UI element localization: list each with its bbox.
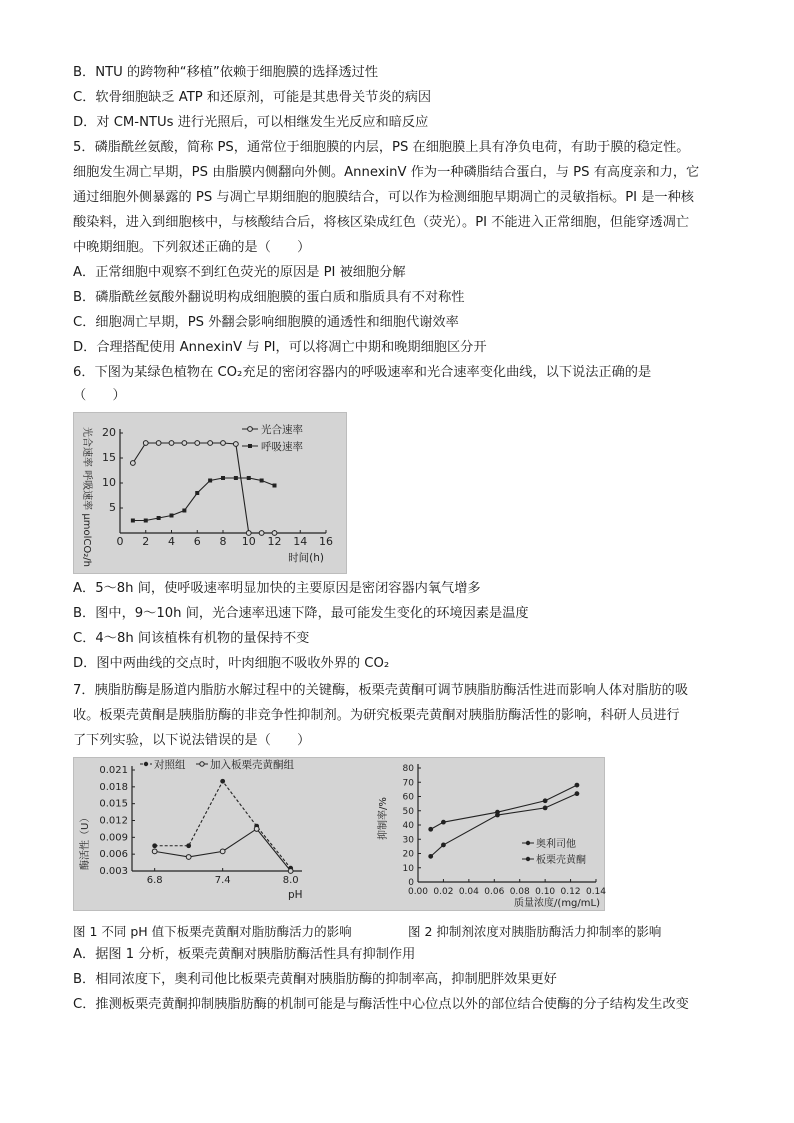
figure-q7 [73, 757, 605, 911]
data-point [143, 441, 148, 446]
legend-label: 加入板栗壳黄酮组 [210, 759, 294, 771]
data-point [543, 806, 548, 811]
x-tick-label: 8 [219, 535, 227, 548]
data-point [130, 461, 135, 466]
legend-label: 光合速率 [261, 424, 303, 436]
question-5-stem: 5．磷脂酰丝氨酸，简称 PS，通常位于细胞膜的内层，PS 在细胞膜上具有净负电荷，有助于膜的稳定性。 [73, 140, 690, 155]
y-tick-label: 0.006 [99, 849, 128, 861]
x-tick-label: 4 [168, 535, 175, 548]
question-7-option-c: C．推测板栗壳黄酮抑制胰脂肪酶的机制可能是与酶活性中心位点以外的部位结合使酶的分子结构发生改变 [73, 997, 689, 1012]
y-tick-label: 70 [402, 778, 414, 789]
legend-label: 板栗壳黄酮 [536, 855, 586, 866]
x-tick-label: 0 [116, 535, 124, 548]
legend-marker [526, 857, 530, 861]
chart-inhibition-rate [374, 758, 607, 910]
data-point [288, 869, 293, 874]
data-point [254, 827, 259, 832]
data-point [272, 531, 277, 536]
question-7-stem: 7．胰脂肪酶是肠道内脂肪水解过程中的关键酶，板栗壳黄酮可调节胰脂肪酶活性进而影响人体对脂肪的吸 [73, 683, 689, 698]
x-tick-label: 7.4 [214, 875, 231, 886]
data-point [208, 441, 213, 446]
y-tick-label: 20 [102, 426, 116, 439]
option-b-ntu: B．NTU 的跨物种“移植”依赖于细胞膜的选择透过性 [73, 65, 379, 80]
y-tick-label: 0.015 [99, 798, 128, 810]
question-7-option-a: A．据图 1 分析，板栗壳黄酮对胰脂肪酶活性具有抑制作用 [73, 947, 416, 962]
data-point [246, 531, 251, 536]
y-tick-label: 0.009 [99, 832, 128, 844]
y-tick-label: 60 [402, 792, 414, 803]
data-point [221, 441, 226, 446]
y-tick-label: 15 [102, 451, 116, 464]
data-point [495, 813, 500, 818]
data-point [575, 783, 580, 788]
data-point [233, 442, 238, 447]
x-tick-label: 0.04 [458, 887, 479, 897]
option-c-atp: C．软骨细胞缺乏 ATP 和还原剂，可能是其患骨关节炎的病因 [73, 90, 432, 105]
data-point [186, 843, 191, 848]
data-point [441, 843, 446, 848]
x-tick-label: 16 [319, 535, 333, 548]
data-point [220, 779, 225, 784]
data-point [208, 479, 212, 483]
question-7-stem: 了下列实验，以下说法错误的是（ ） [73, 733, 311, 748]
data-point [170, 514, 174, 518]
data-point [157, 516, 161, 520]
figure-1-caption: 图 1 不同 pH 值下板栗壳黄酮对脂肪酶活力的影响 [73, 924, 352, 939]
question-5-stem: 通过细胞外侧暴露的 PS 与凋亡早期细胞的胞膜结合，可以作为检测细胞早期凋亡的灵敏指标。PI 是一种核 [73, 190, 694, 205]
series-line [133, 478, 275, 521]
y-tick-label: 0.012 [99, 815, 128, 827]
data-point [441, 820, 446, 825]
x-tick-label: 6.8 [146, 875, 163, 886]
y-tick-label: 80 [402, 764, 414, 774]
legend-marker [526, 841, 530, 845]
data-point [195, 441, 200, 446]
option-d-light: D．对 CM-NTUs 进行光照后，可以相继发生光反应和暗反应 [73, 115, 429, 130]
question-5-option-d: D．合理搭配使用 AnnexinV 与 PI，可以将凋亡中期和晚期细胞区分开 [73, 340, 487, 355]
question-5-stem: 细胞发生凋亡早期，PS 由脂膜内侧翻向外侧。AnnexinV 作为一种磷脂结合蛋白，与 PS 有高度亲和力，它 [73, 165, 700, 180]
data-point [169, 441, 174, 446]
question-5-stem: 中晚期细胞。下列叙述正确的是（ ） [73, 240, 311, 255]
series-line [133, 443, 275, 533]
series-line [431, 785, 577, 829]
y-tick-label: 0.021 [99, 765, 128, 776]
y-tick-label: 20 [402, 849, 414, 860]
figure-q6-rates [73, 412, 347, 574]
data-point [152, 849, 157, 854]
data-point [260, 479, 264, 483]
question-6-stem: 6．下图为某绿色植物在 CO₂充足的密闭容器内的呼吸速率和光合速率变化曲线，以下说法正确的是 [73, 365, 652, 380]
x-axis-label: 质量浓度/(mg/mL) [514, 898, 600, 909]
data-point [195, 491, 199, 495]
question-7-stem: 收。板栗壳黄酮是胰脂肪酶的非竞争性抑制剂。为研究板栗壳黄酮对胰脂肪酶活性的影响，科研人员进行 [73, 708, 680, 723]
legend-marker [248, 427, 253, 432]
legend-label: 呼吸速率 [261, 441, 303, 453]
x-axis-label: pH [288, 889, 303, 901]
y-tick-label: 40 [402, 821, 414, 831]
x-tick-label: 0.08 [509, 887, 530, 897]
y-tick-label: 10 [402, 863, 414, 874]
question-5-option-c: C．细胞凋亡早期，PS 外翻会影响细胞膜的通透性和细胞代谢效率 [73, 315, 459, 330]
data-point [247, 476, 251, 480]
y-axis-label: 抑制率/% [378, 797, 389, 840]
legend-label: 奥利司他 [536, 839, 576, 850]
question-6-option-a: A．5～8h 间，使呼吸速率明显加快的主要原因是密闭容器内氧气增多 [73, 581, 481, 596]
data-point [144, 519, 148, 523]
question-6-stem: （ ） [73, 388, 126, 403]
legend-marker [200, 762, 204, 766]
data-point [234, 476, 238, 480]
y-axis-label: 光合速率 呼吸速率 μmolCO₂/h [81, 427, 92, 567]
x-tick-label: 10 [241, 535, 256, 548]
data-point [259, 531, 264, 536]
question-6-option-c: C．4～8h 间该植株有机物的量保持不变 [73, 631, 310, 646]
data-point [428, 827, 433, 832]
question-6-option-d: D．图中两曲线的交点时，叶肉细胞不吸收外界的 CO₂ [73, 656, 390, 671]
x-axis-label: 时间(h) [288, 552, 324, 564]
data-point [543, 798, 548, 803]
legend-label: 对照组 [154, 759, 186, 771]
figure-2-caption: 图 2 抑制剂浓度对胰脂肪酶活力抑制率的影响 [408, 924, 662, 939]
x-tick-label: 8.0 [282, 875, 299, 886]
y-tick-label: 0 [408, 878, 414, 888]
chart-q6 [74, 413, 346, 573]
x-tick-label: 2 [142, 535, 150, 548]
data-point [220, 849, 225, 854]
legend-marker [248, 444, 252, 448]
x-tick-label: 0.00 [407, 887, 429, 897]
data-point [186, 855, 191, 860]
x-tick-label: 0.12 [560, 887, 581, 897]
legend-marker [144, 762, 148, 766]
y-tick-label: 30 [402, 835, 414, 846]
y-tick-label: 10 [102, 476, 116, 489]
data-point [428, 854, 433, 859]
x-tick-label: 0.02 [433, 887, 454, 897]
y-tick-label: 0.018 [99, 781, 128, 793]
question-7-option-b: B．相同浓度下，奥利司他比板栗壳黄酮对胰脂肪酶的抑制率高，抑制肥胖效果更好 [73, 972, 557, 987]
x-tick-label: 0.14 [585, 887, 607, 897]
y-tick-label: 0.003 [99, 866, 128, 877]
question-5-stem: 酸染料，进入到细胞核中，与核酸结合后，将核区染成红色（荧光）。PI 不能进入正常细胞，但能穿透凋亡 [73, 215, 690, 230]
x-tick-label: 12 [267, 535, 282, 548]
y-tick-label: 50 [402, 806, 414, 817]
question-5-option-b: B．磷脂酰丝氨酸外翻说明构成细胞膜的蛋白质和脂质具有不对称性 [73, 290, 465, 305]
data-point [575, 791, 580, 796]
data-point [182, 441, 187, 446]
y-axis-label: 酶活性（U） [80, 812, 91, 870]
data-point [152, 843, 157, 848]
x-tick-label: 0.10 [535, 887, 556, 897]
x-tick-label: 6 [193, 535, 201, 548]
x-tick-label: 0.06 [484, 887, 505, 897]
data-point [156, 441, 161, 446]
question-5-option-a: A．正常细胞中观察不到红色荧光的原因是 PI 被细胞分解 [73, 265, 406, 280]
data-point [182, 509, 186, 513]
y-tick-label: 5 [109, 501, 116, 514]
x-tick-label: 14 [293, 535, 308, 548]
question-6-option-b: B．图中，9～10h 间，光合速率迅速下降，最可能发生变化的环境因素是温度 [73, 606, 529, 621]
data-point [273, 484, 277, 488]
chart-ph-activity [74, 758, 374, 910]
data-point [131, 519, 135, 523]
data-point [221, 476, 225, 480]
